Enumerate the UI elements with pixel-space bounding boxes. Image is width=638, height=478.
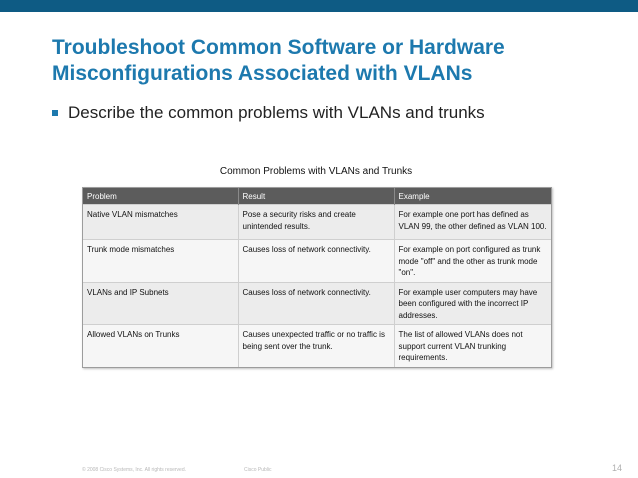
- cell-problem: Allowed VLANs on Trunks: [83, 325, 238, 367]
- cell-example: For example user computers may have been configured with the incorrect IP addresses.: [394, 282, 551, 325]
- footer-classification: Cisco Public: [244, 467, 272, 473]
- header-problem: Problem: [83, 188, 238, 205]
- header-example: Example: [394, 188, 551, 205]
- table-row: [83, 240, 551, 283]
- top-header-bar: [0, 0, 638, 12]
- cell-result: Causes loss of network connectivity.: [238, 240, 394, 283]
- bullet-square-icon: [52, 110, 58, 116]
- cell-example: The list of allowed VLANs does not support current VLAN trunking requirements.: [394, 325, 551, 367]
- bullet-point: [52, 103, 622, 123]
- cell-result: Causes unexpected traffic or no traffic is being sent over the trunk.: [238, 325, 394, 367]
- cell-result: Pose a security risks and create unintended results.: [238, 205, 394, 240]
- bullet-text: Describe the common problems with VLANs and trunks: [68, 103, 485, 122]
- cell-problem: VLANs and IP Subnets: [83, 282, 238, 325]
- header-result: Result: [238, 188, 394, 205]
- page-number: 14: [612, 463, 623, 473]
- cell-example: For example one port has defined as VLAN 99, the other defined as VLAN 100.: [394, 205, 551, 240]
- table-row: [83, 205, 551, 240]
- cell-result: Causes loss of network connectivity.: [238, 282, 394, 325]
- cell-problem: Trunk mode mismatches: [83, 240, 238, 283]
- table-caption: Common Problems with VLANs and Trunks: [219, 166, 413, 177]
- table-row: [83, 325, 551, 367]
- cell-problem: Native VLAN mismatches: [83, 205, 238, 240]
- table-row: [83, 282, 551, 325]
- slide-title: Troubleshoot Common Software or Hardware Misconfigurations Associated with VLANs: [52, 36, 505, 85]
- table-header-row: [83, 188, 551, 205]
- problems-table: [82, 187, 552, 368]
- footer-copyright: © 2008 Cisco Systems, Inc. All rights reserved.: [82, 467, 187, 473]
- cell-example: For example on port configured as trunk mode "off" and the other as trunk mode "on".: [394, 240, 551, 283]
